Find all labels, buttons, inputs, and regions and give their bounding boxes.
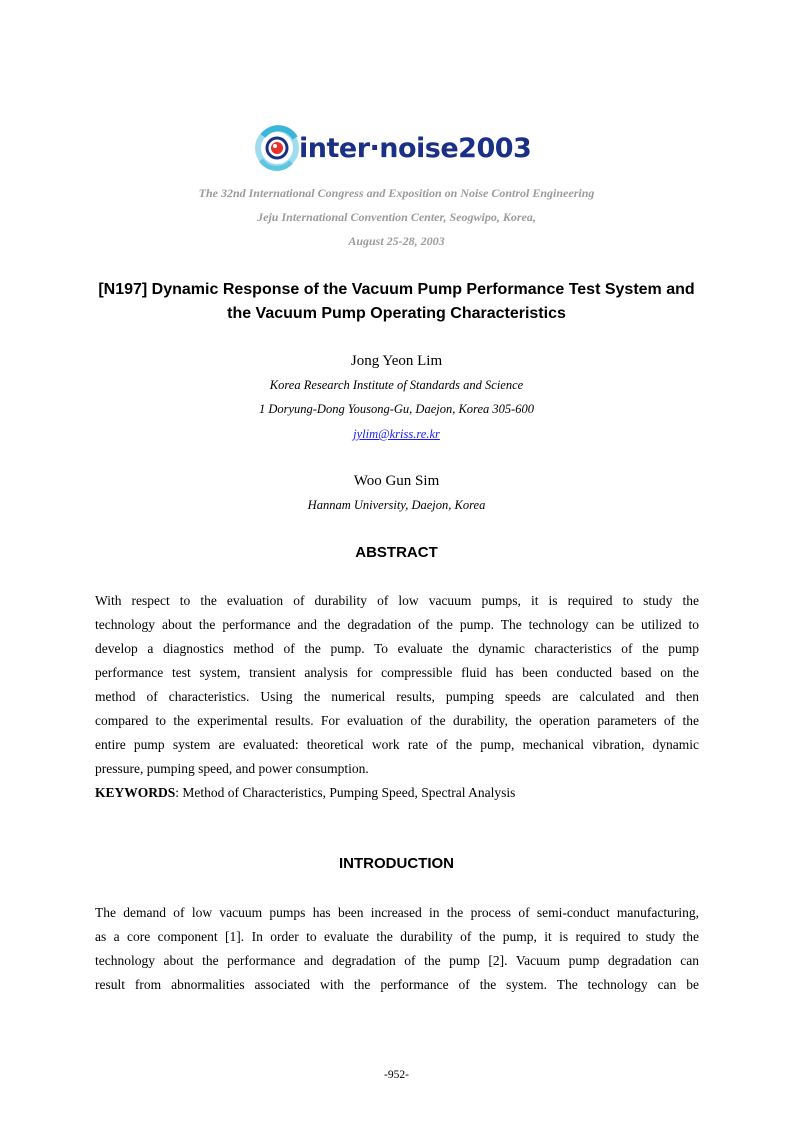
keywords-text: : Method of Characteristics, Pumping Speed, Spectral Analysis	[175, 785, 516, 800]
abstract-body	[95, 589, 699, 781]
introduction-line: The demand of low vacuum pumps has been increased in the process of semi-conduct manufacturing,	[95, 905, 699, 920]
conference-dates: August 25-28, 2003	[348, 234, 445, 248]
author-2-name: Woo Gun Sim	[353, 473, 440, 489]
author-1-name: Jong Yeon Lim	[350, 353, 443, 369]
title-line-1: [N197] Dynamic Response of the Vacuum Pump Performance Test System and	[98, 281, 695, 298]
introduction-body	[95, 901, 699, 997]
author-1-affiliation: Korea Research Institute of Standards and Science	[269, 378, 524, 392]
abstract-line: develop a diagnostics method of the pump. To evaluate the dynamic characteristics of the pump	[95, 641, 699, 656]
conference-venue: Jeju International Convention Center, Seogwipo, Korea,	[257, 210, 536, 224]
introduction-line: as a core component [1]. In order to evaluate the durability of the pump, it is required to study the	[95, 929, 699, 944]
abstract-line: performance test system, transient analysis for compressible fluid has been conducted based on the	[95, 665, 699, 680]
conference-logo	[255, 120, 545, 178]
keywords	[95, 782, 699, 804]
author-1-email-link[interactable]: jylim@kriss.re.kr	[353, 427, 440, 441]
conference-name: The 32nd International Congress and Exposition on Noise Control Engineering	[198, 186, 595, 200]
abstract-line: technology about the performance and the degradation of the pump. The technology can be utilized to	[95, 617, 699, 632]
author-2-affiliation: Hannam University, Daejon, Korea	[307, 498, 486, 512]
abstract-heading: ABSTRACT	[355, 544, 438, 561]
abstract-line: entire pump system are evaluated: theoretical work rate of the pump, mechanical vibration, dynamic	[95, 737, 699, 752]
introduction-line: result from abnormalities associated with the performance of the system. The technology can be	[95, 977, 699, 992]
introduction-heading: INTRODUCTION	[339, 855, 454, 872]
title-line-2: the Vacuum Pump Operating Characteristics	[227, 305, 566, 322]
abstract-line: pressure, pumping speed, and power consumption.	[95, 761, 369, 776]
abstract-line: compared to the experimental results. For evaluation of the durability, the operation parameters of the	[95, 713, 699, 728]
abstract-line: method of characteristics. Using the numerical results, pumping speeds are calculated and then	[95, 689, 699, 704]
introduction-line: technology about the performance and degradation of the pump [2]. Vacuum pump degradation can	[95, 953, 699, 968]
keywords-label: KEYWORDS	[95, 785, 176, 800]
page-number: -952-	[384, 1069, 409, 1081]
logo-text: inter·noise2003	[299, 133, 532, 164]
author-1-address: 1 Doryung-Dong Yousong-Gu, Daejon, Korea 305-600	[258, 402, 535, 416]
abstract-line: With respect to the evaluation of durability of low vacuum pumps, it is required to study the	[95, 593, 699, 608]
author-1-email-wrap	[0, 425, 793, 443]
paper-title	[60, 278, 733, 326]
